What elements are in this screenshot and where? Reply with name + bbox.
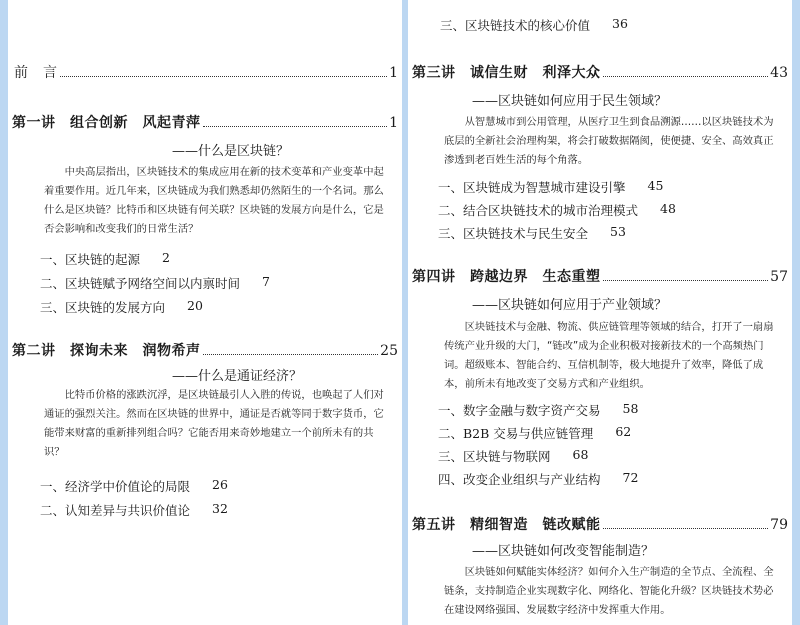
toc-item[interactable]	[438, 401, 638, 419]
toc-title: 前 言	[14, 65, 58, 81]
item-label: 二、结合区块链技术的城市治理模式	[438, 203, 639, 218]
toc-lecture-2[interactable]	[12, 340, 398, 360]
toc-page-number: 1	[389, 65, 398, 81]
lecture-4-subtitle: ——区块链如何应用于产业领域？	[472, 298, 668, 313]
toc-title: 第一讲 组合创新 风起青萍	[12, 115, 201, 131]
toc-item[interactable]	[40, 477, 228, 495]
item-page: 72	[622, 470, 639, 485]
lecture-5-intro: 区块链如何赋能实体经济？如何介入生产制造的全节点、全流程、全链条，支持制造企业实现数字化、网络化、智能化升级？区块链技术势必在建设网络强国、发展数字经济中发挥重大作用。	[444, 566, 774, 616]
leader-dots	[603, 76, 769, 77]
toc-item[interactable]	[40, 298, 203, 316]
item-page: 36	[612, 16, 628, 31]
toc-item[interactable]	[438, 424, 631, 442]
leader-dots	[603, 280, 769, 281]
item-label: 三、区块链技术的核心价值	[440, 18, 591, 33]
toc-item[interactable]	[438, 178, 663, 196]
toc-item[interactable]	[438, 470, 638, 488]
right-page	[408, 0, 792, 625]
toc-page-number: 43	[770, 65, 788, 81]
lecture-1-subtitle: ——什么是区块链？	[172, 144, 290, 159]
toc-item[interactable]	[440, 16, 628, 34]
toc-title: 第三讲 诚信生财 利泽大众	[412, 65, 601, 81]
toc-item[interactable]	[40, 501, 228, 519]
item-label: 三、区块链的发展方向	[40, 300, 166, 315]
toc-lecture-4[interactable]	[412, 266, 788, 286]
toc-foreword[interactable]	[14, 62, 398, 82]
toc-page-number: 1	[389, 115, 398, 131]
toc-page-number: 79	[770, 517, 788, 533]
item-label: 二、认知差异与共识价值论	[40, 503, 191, 518]
item-label: 一、区块链的起源	[40, 252, 141, 267]
item-page: 48	[660, 201, 676, 216]
toc-page-number: 57	[770, 269, 788, 285]
item-page: 32	[212, 501, 228, 516]
leader-dots	[203, 126, 388, 127]
item-label: 一、区块链成为智慧城市建设引擎	[438, 180, 626, 195]
item-label: 四、改变企业组织与产业结构	[438, 472, 601, 487]
toc-title: 第二讲 探询未来 润物希声	[12, 343, 201, 359]
left-page	[8, 0, 402, 625]
item-page: 20	[187, 298, 203, 313]
toc-item[interactable]	[438, 201, 676, 219]
item-page: 62	[615, 424, 632, 439]
lecture-1-intro: 中央高层指出，区块链技术的集成应用在新的技术变革和产业变革中起着重要作用。近几年来，区块链成为我们熟悉却仍然陌生的一个名词。那么什么是区块链？比特币和区块链有何关联？区块链的发展方向是什么，它是否会影响和改变我们的日常生活？	[44, 166, 384, 235]
lecture-3-subtitle: ——区块链如何应用于民生领域？	[472, 94, 668, 109]
toc-item[interactable]	[40, 250, 170, 268]
leader-dots	[603, 528, 769, 529]
item-label: 二、区块链赋予网络空间以内禀时间	[40, 276, 241, 291]
toc-title: 第四讲 跨越边界 生态重塑	[412, 269, 601, 285]
item-label: 一、经济学中价值论的局限	[40, 479, 191, 494]
item-label: 三、区块链与物联网	[438, 449, 551, 464]
leader-dots	[203, 354, 379, 355]
item-page: 68	[572, 447, 589, 462]
toc-item[interactable]	[438, 447, 588, 465]
toc-lecture-5[interactable]	[412, 514, 788, 534]
item-label: 三、区块链技术与民生安全	[438, 226, 589, 241]
item-page: 2	[162, 250, 170, 265]
item-page: 26	[212, 477, 228, 492]
toc-lecture-1[interactable]	[12, 112, 398, 132]
toc-item[interactable]	[438, 224, 626, 242]
lecture-2-intro: 比特币价格的涨跌沉浮，是区块链最引人入胜的传说，也唤起了人们对通证的强烈关注。然而在区块链的世界中，通证是否就等同于数字货币，它能带来财富的重新排列组合吗？它能否用来奇妙地建立一个前所未有的共识？	[44, 389, 384, 458]
item-page: 53	[610, 224, 626, 239]
toc-page-number: 25	[380, 343, 398, 359]
item-label: 一、数字金融与数字资产交易	[438, 403, 601, 418]
toc-lecture-3[interactable]	[412, 62, 788, 82]
item-page: 45	[647, 178, 664, 193]
lecture-4-intro: 区块链技术与金融、物流、供应链管理等领域的结合，打开了一扇扇传统产业升级的大门，“链改”成为企业积极对接新技术的一个高频热门词。超级账本、智能合约、互信机制等，极大地提升了效率，降低了成本，前所未有地改变了交易方式和产业组织。	[444, 321, 774, 390]
lecture-3-intro: 从智慧城市到公用管理，从医疗卫生到食品溯源……以区块链技术为底层的全新社会治理构架，将会打破数据隔阂，使便捷、安全、高效真正渗透到老百姓生活的每个角落。	[444, 116, 774, 166]
toc-item[interactable]	[40, 274, 270, 292]
item-page: 7	[262, 274, 270, 289]
item-page: 58	[622, 401, 639, 416]
lecture-5-subtitle: ——区块链如何改变智能制造？	[472, 544, 655, 559]
item-label: 二、B2B 交易与供应链管理	[438, 426, 594, 441]
lecture-2-subtitle: ——什么是通证经济？	[172, 369, 303, 384]
toc-title: 第五讲 精细智造 链改赋能	[412, 517, 601, 533]
leader-dots	[60, 76, 388, 77]
